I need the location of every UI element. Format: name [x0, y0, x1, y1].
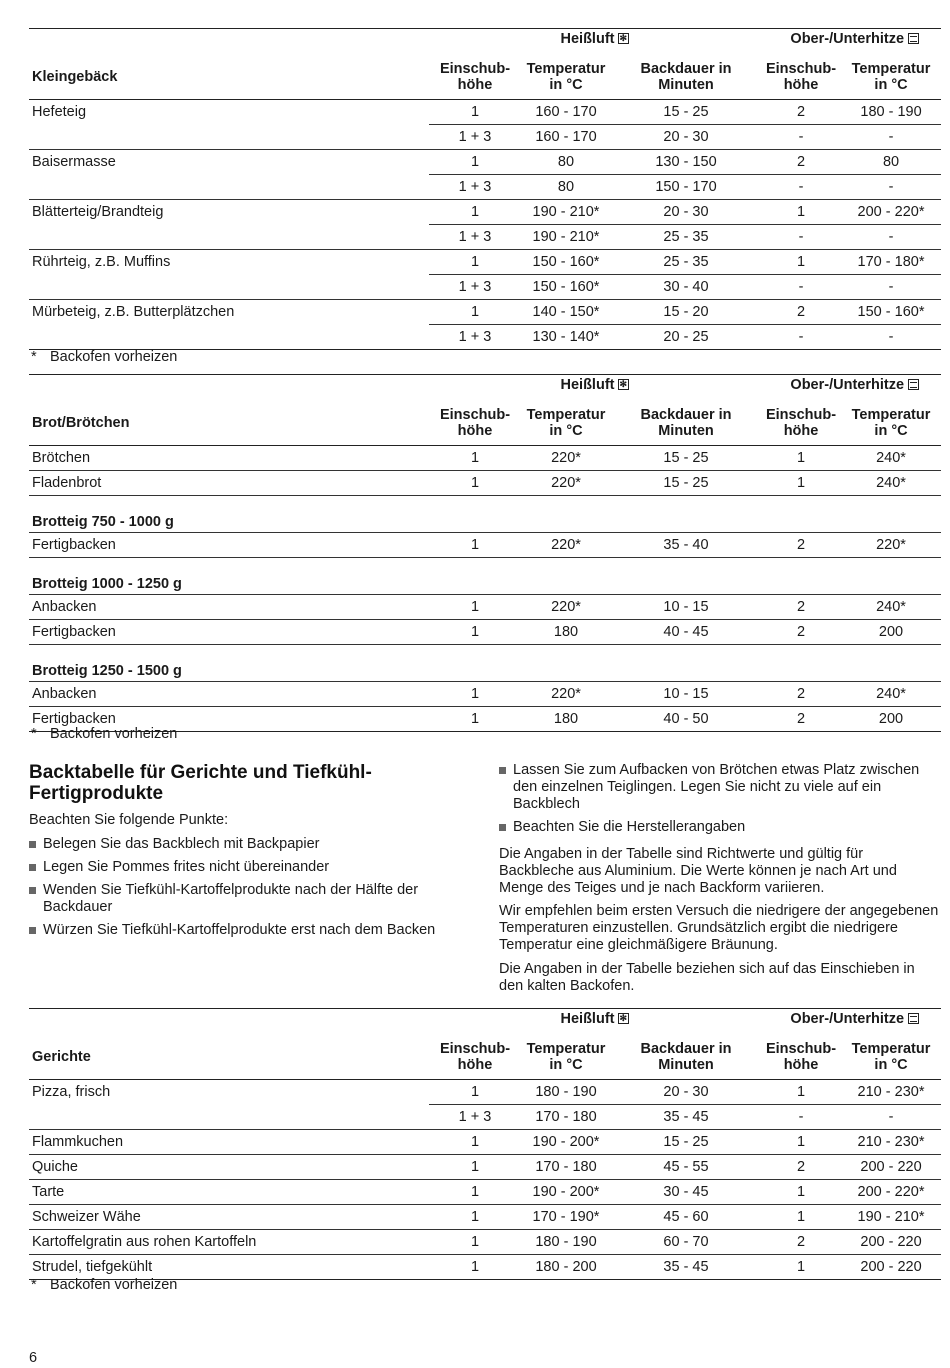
table-cell: 80	[521, 150, 611, 175]
table-cell: 1	[761, 1205, 841, 1230]
row-label: Fertigbacken	[29, 533, 429, 558]
bullet-square-icon	[29, 841, 36, 848]
kleingebaeck-table	[29, 28, 941, 350]
table-cell: 1	[761, 471, 841, 496]
row-label	[29, 175, 429, 200]
table-row	[29, 1080, 941, 1105]
table-cell: -	[841, 275, 941, 300]
table-cell: 1	[761, 1255, 841, 1280]
heissluft-header: Heißluft✻	[429, 1009, 761, 1036]
table-cell: 1 + 3	[429, 275, 521, 300]
heissluft-header: Heißluft✻	[429, 375, 761, 402]
table-row	[29, 1230, 941, 1255]
table-cell: 220*	[521, 471, 611, 496]
table-cell: 2	[761, 150, 841, 175]
table-cell: 15 - 25	[611, 446, 761, 471]
table-row	[29, 1130, 941, 1155]
table-row	[29, 620, 941, 645]
table-cell: 1	[429, 1230, 521, 1255]
row-label: Strudel, tiefgekühlt	[29, 1255, 429, 1280]
table-cell: 170 - 180	[521, 1105, 611, 1130]
table-cell: 45 - 55	[611, 1155, 761, 1180]
table-cell: 190 - 200*	[521, 1130, 611, 1155]
table-cell: 30 - 45	[611, 1180, 761, 1205]
table-cell: 1	[429, 533, 521, 558]
table-row	[29, 125, 941, 150]
table-cell: 1	[761, 250, 841, 275]
table-cell: 1	[429, 446, 521, 471]
col-einschub-ou: Einschub- höhe	[761, 55, 841, 100]
table-cell: 1	[429, 707, 521, 732]
table-cell: 240*	[841, 682, 941, 707]
table-cell: 1 + 3	[429, 1105, 521, 1130]
table-cell: 1	[429, 250, 521, 275]
table-cell: 170 - 180*	[841, 250, 941, 275]
table-cell: 1	[429, 595, 521, 620]
col-backdauer: Backdauer in Minuten	[611, 1035, 761, 1080]
table-row	[29, 446, 941, 471]
table-cell: 1 + 3	[429, 325, 521, 350]
bullet-square-icon	[499, 824, 506, 831]
bullet-square-icon	[29, 864, 36, 871]
heissluft-header: Heißluft✻	[429, 29, 761, 56]
col-temperatur-ou: Temperatur in °C	[841, 55, 941, 100]
table-cell: 60 - 70	[611, 1230, 761, 1255]
table-cell: -	[761, 1105, 841, 1130]
table-cell: 10 - 15	[611, 682, 761, 707]
table-cell: 1	[429, 300, 521, 325]
table-cell: 1	[429, 100, 521, 125]
row-label: Fladenbrot	[29, 471, 429, 496]
col-temperatur: Temperatur in °C	[521, 401, 611, 446]
table-cell: 1	[429, 471, 521, 496]
paragraph-1: Die Angaben in der Tabelle sind Richtwerte und gültig für Backbleche aus Aluminium. Die Werte können je nach Art und Menge des Teiges und je nach Backform variieren.	[499, 846, 897, 896]
row-label: Anbacken	[29, 682, 429, 707]
table-cell: 1	[429, 200, 521, 225]
fan-oven-icon	[618, 379, 629, 390]
table-cell: 15 - 25	[611, 100, 761, 125]
table-cell: 2	[761, 1230, 841, 1255]
table-cell: 1	[429, 150, 521, 175]
ober-unterhitze-header: Ober-/Unterhitze	[761, 1009, 941, 1036]
left-bullet-list	[29, 836, 471, 945]
top-bottom-heat-icon	[908, 1013, 919, 1024]
table-cell: 150 - 160*	[521, 250, 611, 275]
page-number: 6	[29, 1350, 38, 1366]
top-bottom-heat-icon	[908, 33, 919, 44]
table-row	[29, 225, 941, 250]
table-cell: 15 - 25	[611, 1130, 761, 1155]
col-temperatur: Temperatur in °C	[521, 1035, 611, 1080]
bullet-square-icon	[499, 767, 506, 774]
table-cell: 30 - 40	[611, 275, 761, 300]
row-label: Baisermasse	[32, 154, 116, 171]
table-cell: 20 - 25	[611, 325, 761, 350]
table-cell: 240*	[841, 595, 941, 620]
ober-unterhitze-header: Ober-/Unterhitze	[761, 375, 941, 402]
ober-unterhitze-header: Ober-/Unterhitze	[761, 29, 941, 56]
footnote-preheat-3: * Backofen vorheizen	[31, 1277, 178, 1293]
table-row	[29, 150, 941, 175]
table-row	[29, 533, 941, 558]
table-cell: -	[841, 225, 941, 250]
section-subheading: Brotteig 1000 - 1250 g	[29, 558, 941, 595]
fan-oven-icon	[618, 33, 629, 44]
col-einschub-ou: Einschub- höhe	[761, 1035, 841, 1080]
table-cell: 1	[429, 1205, 521, 1230]
table-cell: 160 - 170	[521, 125, 611, 150]
table-cell: 1	[761, 1130, 841, 1155]
bullet-item: Wenden Sie Tiefkühl-Kartoffelprodukte nach der Hälfte der Backdauer	[29, 882, 471, 916]
table-cell: -	[841, 175, 941, 200]
table-cell: 25 - 35	[611, 250, 761, 275]
col-einschub: Einschub- höhe	[429, 55, 521, 100]
col-temperatur-ou: Temperatur in °C	[841, 401, 941, 446]
table-cell: 130 - 150	[611, 150, 761, 175]
table-cell: 130 - 140*	[521, 325, 611, 350]
table-cell: 180	[521, 707, 611, 732]
bullet-item: Würzen Sie Tiefkühl-Kartoffelprodukte erst nach dem Backen	[29, 922, 471, 939]
table-row	[29, 300, 941, 325]
col-temperatur-ou: Temperatur in °C	[841, 1035, 941, 1080]
table-cell: -	[761, 275, 841, 300]
bullet-square-icon	[29, 927, 36, 934]
col-einschub: Einschub- höhe	[429, 401, 521, 446]
table-cell: 190 - 210*	[841, 1205, 941, 1230]
section-heading: Backtabelle für Gerichte und Tiefkühl- Fertigprodukte	[29, 762, 372, 804]
table-cell: 15 - 25	[611, 471, 761, 496]
table-cell: 20 - 30	[611, 1080, 761, 1105]
table-row	[29, 682, 941, 707]
table-cell: -	[841, 1105, 941, 1130]
table-cell: 35 - 40	[611, 533, 761, 558]
bullet-item: Legen Sie Pommes frites nicht übereinander	[29, 859, 471, 876]
table-cell: 200 - 220*	[841, 1180, 941, 1205]
bullet-square-icon	[29, 887, 36, 894]
row-label: Fertigbacken	[29, 707, 429, 732]
table-row	[29, 1205, 941, 1230]
table-cell: 220*	[521, 533, 611, 558]
table-cell: 2	[761, 300, 841, 325]
table-cell: 200 - 220*	[841, 200, 941, 225]
section-subheading: Brotteig 750 - 1000 g	[29, 496, 941, 533]
table-cell: 240*	[841, 471, 941, 496]
table-cell: 1	[761, 446, 841, 471]
table-cell: 1 + 3	[429, 125, 521, 150]
row-label: Hefeteig	[32, 104, 87, 121]
table-cell: 180 - 190	[841, 100, 941, 125]
table-cell: 220*	[521, 595, 611, 620]
table-cell: 20 - 30	[611, 200, 761, 225]
table-cell: 200 - 220	[841, 1230, 941, 1255]
table-cell: 25 - 35	[611, 225, 761, 250]
table-cell: 190 - 210*	[521, 225, 611, 250]
table-row	[29, 471, 941, 496]
table-cell: 1 + 3	[429, 175, 521, 200]
table-row	[29, 1255, 941, 1280]
table-cell: -	[761, 125, 841, 150]
table-cell: 2	[761, 707, 841, 732]
table-cell: 210 - 230*	[841, 1080, 941, 1105]
table-cell: 200 - 220	[841, 1155, 941, 1180]
section-intro: Beachten Sie folgende Punkte:	[29, 812, 229, 828]
table-cell: 180 - 190	[521, 1080, 611, 1105]
table-cell: 45 - 60	[611, 1205, 761, 1230]
table-cell: 80	[521, 175, 611, 200]
table-cell: 140 - 150*	[521, 300, 611, 325]
table-cell: 15 - 20	[611, 300, 761, 325]
table-cell: 220*	[521, 682, 611, 707]
paragraph-3: Die Angaben in der Tabelle beziehen sich auf das Einschieben in den kalten Backofen.	[499, 961, 915, 994]
table-row	[29, 200, 941, 225]
row-label: Tarte	[29, 1180, 429, 1205]
table-cell: -	[761, 225, 841, 250]
table-row	[29, 100, 941, 125]
table-row	[29, 1180, 941, 1205]
col-backdauer: Backdauer in Minuten	[611, 55, 761, 100]
table-title: Kleingebäck	[29, 55, 429, 100]
table-cell: 170 - 180	[521, 1155, 611, 1180]
table-row	[29, 175, 941, 200]
table-cell: 180 - 190	[521, 1230, 611, 1255]
row-label: Anbacken	[29, 595, 429, 620]
table-cell: 1 + 3	[429, 225, 521, 250]
table-cell: 35 - 45	[611, 1255, 761, 1280]
table-cell: 190 - 200*	[521, 1180, 611, 1205]
table-cell: 2	[761, 100, 841, 125]
table-cell: 200 - 220	[841, 1255, 941, 1280]
row-label: Flammkuchen	[29, 1130, 429, 1155]
table-cell: 40 - 50	[611, 707, 761, 732]
brot-table	[29, 374, 941, 732]
row-label	[29, 325, 429, 350]
table-cell: -	[761, 325, 841, 350]
table-cell: 1	[761, 200, 841, 225]
table-cell: 240*	[841, 446, 941, 471]
table-cell: 210 - 230*	[841, 1130, 941, 1155]
table-cell: 2	[761, 1155, 841, 1180]
bullet-item: Lassen Sie zum Aufbacken von Brötchen etwas Platz zwischen den einzelnen Teiglingen. Legen Sie nicht zu viele auf ein Backblech	[499, 762, 941, 813]
table-cell: 1	[429, 1155, 521, 1180]
table-row	[29, 1155, 941, 1180]
paragraph-2: Wir empfehlen beim ersten Versuch die niedrigere der angegebenen Temperaturen einzustellen. Grundsätzlich ergibt die niedrigere Temperatur eine gleichmäßigere Bräunung.	[499, 903, 939, 953]
footnote-preheat-1: * Backofen vorheizen	[31, 349, 178, 365]
table-cell: 1	[429, 1180, 521, 1205]
row-label: Quiche	[29, 1155, 429, 1180]
bullet-item: Beachten Sie die Herstellerangaben	[499, 819, 941, 836]
col-temperatur: Temperatur in °C	[521, 55, 611, 100]
table-cell: 1	[429, 1130, 521, 1155]
col-backdauer: Backdauer in Minuten	[611, 401, 761, 446]
top-bottom-heat-icon	[908, 379, 919, 390]
table-cell: 160 - 170	[521, 100, 611, 125]
table-cell: 220*	[841, 533, 941, 558]
table-row	[29, 1105, 941, 1130]
row-label: Brötchen	[29, 446, 429, 471]
table-cell: 180	[521, 620, 611, 645]
table-cell: 150 - 170	[611, 175, 761, 200]
col-einschub: Einschub- höhe	[429, 1035, 521, 1080]
table-cell: 220*	[521, 446, 611, 471]
row-label	[29, 125, 429, 150]
table-cell: 2	[761, 533, 841, 558]
table-cell: 150 - 160*	[521, 275, 611, 300]
col-einschub-ou: Einschub- höhe	[761, 401, 841, 446]
table-cell: 1	[429, 1080, 521, 1105]
table-cell: 190 - 210*	[521, 200, 611, 225]
table-cell: -	[841, 325, 941, 350]
table-cell: 1	[761, 1080, 841, 1105]
table-row	[29, 275, 941, 300]
table-cell: -	[841, 125, 941, 150]
table-cell: 150 - 160*	[841, 300, 941, 325]
table-cell: 180 - 200	[521, 1255, 611, 1280]
row-label	[29, 1105, 429, 1130]
table-row	[29, 250, 941, 275]
row-label: Pizza, frisch	[32, 1084, 111, 1101]
table-cell: -	[761, 175, 841, 200]
table-cell: 200	[841, 707, 941, 732]
table-cell: 1	[429, 1255, 521, 1280]
table-title: Brot/Brötchen	[29, 401, 429, 446]
gerichte-table	[29, 1008, 941, 1280]
row-label	[29, 275, 429, 300]
table-cell: 2	[761, 682, 841, 707]
row-label	[29, 225, 429, 250]
table-cell: 1	[761, 1180, 841, 1205]
table-cell: 20 - 30	[611, 125, 761, 150]
table-cell: 10 - 15	[611, 595, 761, 620]
table-cell: 1	[429, 620, 521, 645]
row-label: Schweizer Wähe	[29, 1205, 429, 1230]
row-label: Kartoffelgratin aus rohen Kartoffeln	[29, 1230, 429, 1255]
footnote-preheat-2: * Backofen vorheizen	[31, 726, 178, 742]
row-label: Blätterteig/Brandteig	[32, 204, 164, 221]
fan-oven-icon	[618, 1013, 629, 1024]
table-cell: 40 - 45	[611, 620, 761, 645]
right-bullet-list	[499, 762, 941, 842]
table-title: Gerichte	[29, 1035, 429, 1080]
table-row	[29, 325, 941, 350]
table-cell: 1	[429, 682, 521, 707]
table-cell: 80	[841, 150, 941, 175]
row-label: Fertigbacken	[29, 620, 429, 645]
row-label: Rührteig, z.B. Muffins	[32, 254, 171, 271]
table-row	[29, 595, 941, 620]
section-subheading: Brotteig 1250 - 1500 g	[29, 645, 941, 682]
row-label: Mürbeteig, z.B. Butterplätzchen	[32, 304, 235, 321]
bullet-item: Belegen Sie das Backblech mit Backpapier	[29, 836, 471, 853]
table-cell: 2	[761, 620, 841, 645]
table-cell: 35 - 45	[611, 1105, 761, 1130]
table-cell: 170 - 190*	[521, 1205, 611, 1230]
table-cell: 200	[841, 620, 941, 645]
table-cell: 2	[761, 595, 841, 620]
